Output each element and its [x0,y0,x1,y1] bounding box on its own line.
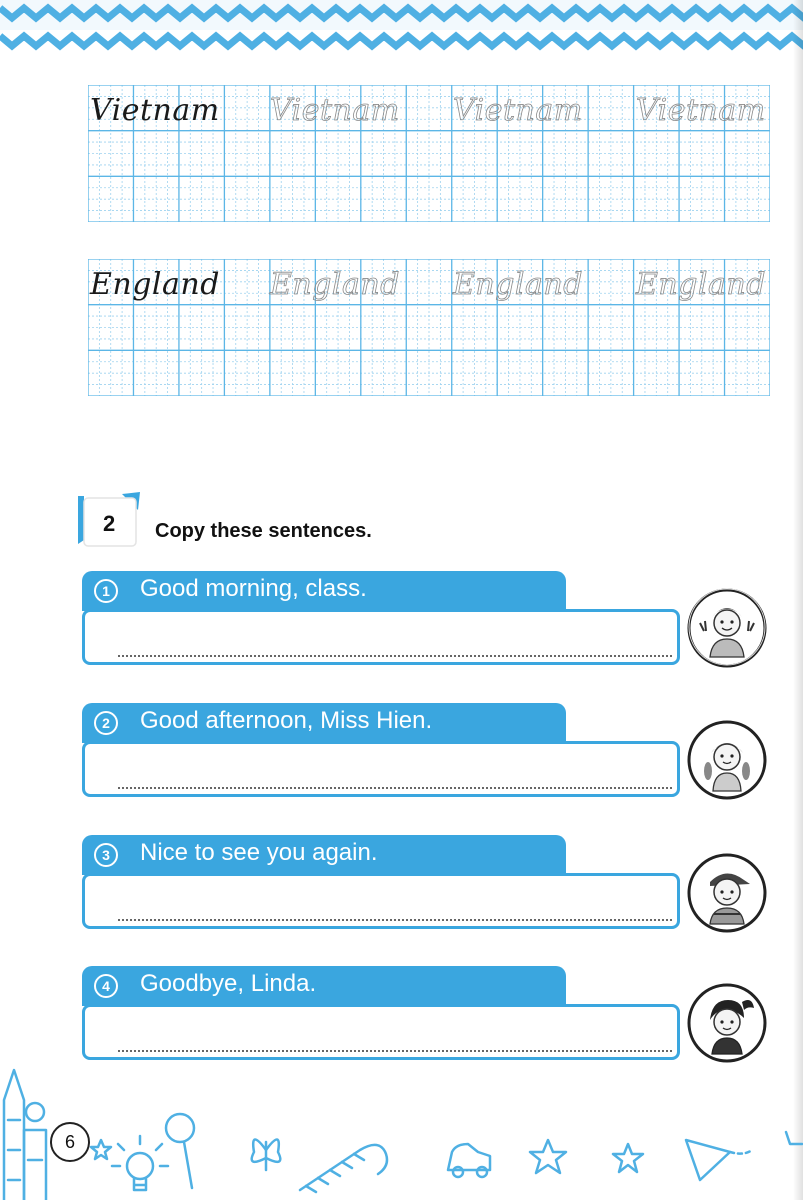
model-word: England [90,267,220,302]
trace-word: Vietnam [453,93,583,128]
sentence-text: Good afternoon, Miss Hien. [140,707,433,734]
sentence-text: Goodbye, Linda. [140,970,317,997]
exercise-number: 2 [103,511,116,536]
trace-word: Vietnam [270,93,400,128]
boy-cap-icon [686,852,768,934]
sentence-item-3 [82,835,682,931]
writing-line[interactable] [118,919,672,921]
sentence-text: Nice to see you again. [140,839,378,866]
sentence-item-2 [82,703,682,799]
page-number: 6 [50,1122,90,1162]
page-edge-shadow [793,0,803,1200]
girl-pigtails-icon [686,719,768,801]
sentence-item-1 [82,571,682,667]
item-number: 3 [94,843,118,867]
handwriting-grid-vietnam [88,85,770,222]
writing-line[interactable] [118,655,672,657]
exercise-title: Copy these sentences. [155,520,372,542]
writing-line[interactable] [118,787,672,789]
trace-word: Vietnam [636,93,766,128]
boy-waving-icon [686,587,768,669]
zigzag-border [0,0,803,62]
item-number: 4 [94,974,118,998]
trace-word: England [453,267,583,302]
item-number: 1 [94,579,118,603]
trace-word: England [270,267,400,302]
item-number: 2 [94,711,118,735]
trace-word: England [636,267,766,302]
handwriting-grid-england [88,259,770,396]
footer-doodles [0,1040,803,1200]
model-word: Vietnam [90,93,220,128]
sentence-text: Good morning, class. [140,575,367,602]
